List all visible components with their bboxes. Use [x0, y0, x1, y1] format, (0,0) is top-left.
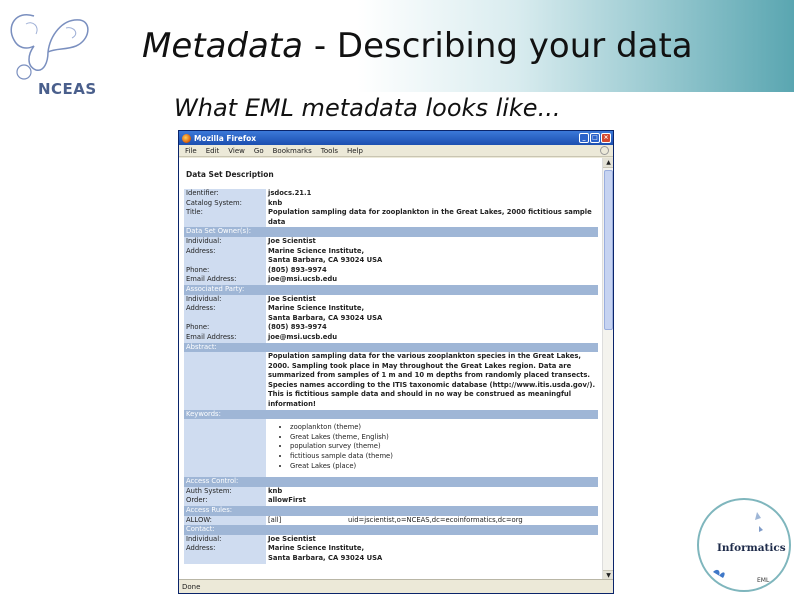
field-key: Individual: [184, 535, 266, 545]
badge-sub: EML [757, 577, 770, 584]
field-value: (805) 893-9974 [268, 265, 327, 274]
menu-bar [179, 145, 613, 157]
section-label: Contact: [184, 525, 598, 535]
keyword-list [268, 423, 596, 471]
field-key: Identifier: [184, 189, 266, 199]
field-key: Phone: [184, 323, 266, 333]
field-key: ALLOW: [184, 516, 266, 526]
logo-text: NCEAS [38, 80, 97, 98]
field-value: Population sampling data for zooplankton in the Great Lakes, 2000 fictitious sample data [268, 208, 592, 226]
minimize-button[interactable]: _ [579, 133, 589, 143]
browser-window [178, 130, 614, 594]
section-label: Keywords: [184, 410, 598, 420]
section-label: Access Rules: [184, 506, 598, 516]
field-key: Title: [184, 208, 266, 227]
slide-title [142, 26, 693, 66]
field-key: Address: [184, 544, 266, 554]
table-row [184, 189, 598, 199]
table-row [184, 352, 598, 410]
table-row [184, 516, 598, 526]
table-row [184, 419, 598, 477]
menu-tools[interactable]: Tools [320, 146, 338, 155]
page-viewport [179, 158, 603, 580]
table-row [184, 535, 598, 545]
firefox-icon [182, 134, 191, 143]
field-value: Marine Science Institute, [268, 246, 365, 255]
metadata-table [184, 189, 598, 564]
field-value: knb [268, 198, 283, 207]
field-value: knb [268, 486, 283, 495]
section-row [184, 410, 598, 420]
field-value-main: [all] [268, 515, 282, 524]
field-key: Address: [184, 247, 266, 257]
table-row [184, 199, 598, 209]
vertical-scrollbar[interactable] [602, 158, 613, 580]
field-value: Marine Science Institute, [268, 304, 365, 313]
slide-title-italic: Metadata [142, 26, 304, 66]
scroll-up-arrow-icon[interactable]: ▲ [603, 158, 614, 168]
table-row [184, 247, 598, 257]
browser-titlebar [179, 131, 613, 145]
table-row [184, 256, 598, 266]
section-label: Associated Party: [184, 285, 598, 295]
table-row [184, 295, 598, 305]
field-value: Joe Scientist [268, 534, 316, 543]
close-button[interactable]: × [601, 133, 611, 143]
field-key [184, 554, 266, 564]
window-title: Mozilla Firefox [194, 133, 257, 143]
field-value [266, 516, 598, 526]
section-label: Data Set Owner(s): [184, 227, 598, 237]
field-key: Phone: [184, 266, 266, 276]
field-key: Individual: [184, 295, 266, 305]
keyword-item: • population survey (theme) [290, 442, 596, 452]
field-key: Order: [184, 496, 266, 506]
slide-subtitle: What EML metadata looks like... [174, 94, 561, 122]
field-value: joe@msi.ucsb.edu [268, 275, 338, 284]
section-label: Access Control: [184, 477, 598, 487]
maximize-button[interactable]: □ [590, 133, 600, 143]
status-bar [179, 579, 613, 593]
table-row [184, 487, 598, 497]
field-key: Individual: [184, 237, 266, 247]
field-value: allowFirst [268, 496, 306, 505]
keyword-item: • Great Lakes (place) [290, 462, 596, 472]
field-key [184, 314, 266, 324]
abstract-text: Population sampling data for the various zooplankton species in the Great Lakes, 2000. Sampling took place in May throughout the Great Lakes region. Data are summarized from samples of 1 m and 10 m depths from randomly placed transects. Species names according to the ITIS taxonomic database (http://www.itis.usda.gov/). This is fictitious sample data and should in no way be construed as meaningful information! [268, 352, 596, 409]
table-row [184, 496, 598, 506]
field-key [184, 256, 266, 266]
table-row [184, 266, 598, 276]
field-key: Address: [184, 304, 266, 314]
badge-title: Informatics [717, 542, 786, 554]
field-key: Catalog System: [184, 199, 266, 209]
scroll-thumb[interactable] [604, 170, 613, 330]
table-row [184, 333, 598, 343]
field-value: Santa Barbara, CA 93024 USA [268, 256, 383, 265]
table-row [184, 314, 598, 324]
field-value: Joe Scientist [268, 294, 316, 303]
field-key: Email Address: [184, 275, 266, 285]
menu-go[interactable]: Go [253, 146, 264, 155]
menu-bookmarks[interactable]: Bookmarks [272, 146, 312, 155]
slide-title-rest: - Describing your data [303, 26, 693, 66]
section-row [184, 285, 598, 295]
menu-edit[interactable]: Edit [205, 146, 220, 155]
table-row [184, 208, 598, 227]
menu-view[interactable]: View [228, 146, 245, 155]
field-value: Santa Barbara, CA 93024 USA [268, 553, 383, 562]
section-row [184, 477, 598, 487]
menu-help[interactable]: Help [346, 146, 363, 155]
field-value: joe@msi.ucsb.edu [268, 332, 338, 341]
menu-file[interactable]: File [185, 146, 197, 155]
keyword-item: • fictitious sample data (theme) [290, 452, 596, 462]
page-heading: Data Set Description [186, 170, 274, 179]
section-label: Abstract: [184, 343, 598, 353]
keyword-item: • Great Lakes (theme, English) [290, 433, 596, 443]
field-value-extra: uid=jscientist,o=NCEAS,dc=ecoinformatics,dc=org [348, 515, 523, 524]
informatics-badge [697, 498, 791, 592]
table-row [184, 544, 598, 554]
field-value: Marine Science Institute, [268, 544, 365, 553]
nceas-logo [4, 6, 97, 98]
section-row [184, 525, 598, 535]
field-value: (805) 893-9974 [268, 323, 327, 332]
table-row [184, 304, 598, 314]
field-value: jsdocs.21.1 [268, 189, 312, 197]
table-row [184, 554, 598, 564]
section-row [184, 343, 598, 353]
section-row [184, 506, 598, 516]
field-key: Auth System: [184, 487, 266, 497]
field-value: Santa Barbara, CA 93024 USA [268, 313, 383, 322]
table-row [184, 275, 598, 285]
section-row [184, 227, 598, 237]
table-row [184, 323, 598, 333]
throbber-icon [600, 146, 609, 155]
table-row [184, 237, 598, 247]
field-value: Joe Scientist [268, 236, 316, 245]
status-text: Done [182, 582, 201, 591]
scroll-down-arrow-icon[interactable]: ▼ [603, 570, 614, 580]
keyword-item: • zooplankton (theme) [290, 423, 596, 433]
field-key: Email Address: [184, 333, 266, 343]
